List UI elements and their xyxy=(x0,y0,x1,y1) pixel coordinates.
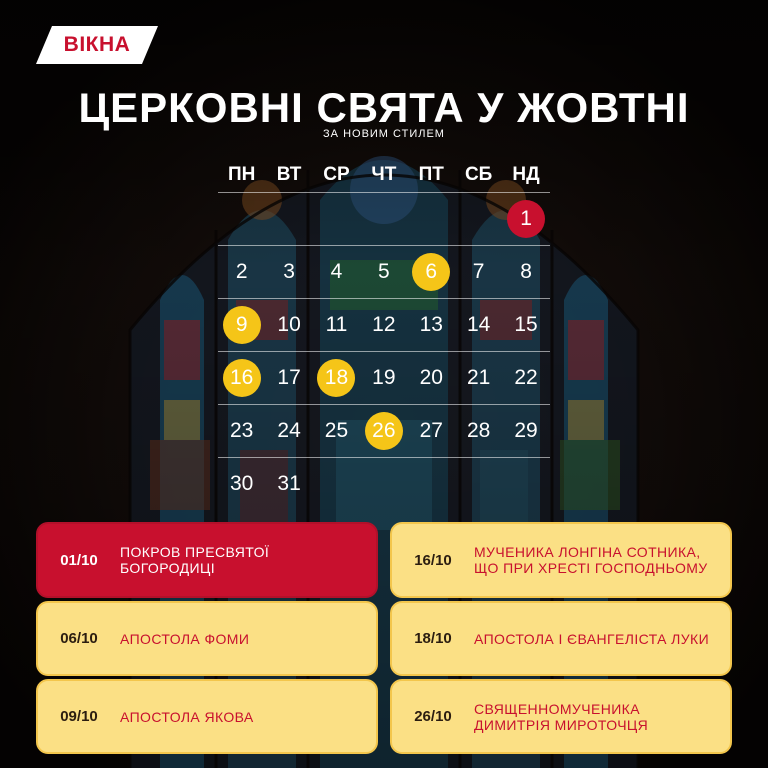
calendar-week-row xyxy=(218,351,550,404)
calendar-day[interactable]: 31 xyxy=(277,472,301,495)
holiday-card[interactable] xyxy=(390,522,732,598)
holiday-name: АПОСТОЛА ФОМИ xyxy=(120,630,250,647)
holiday-date: 06/10 xyxy=(60,630,98,647)
calendar-day-highlighted[interactable]: 26 xyxy=(365,412,403,450)
calendar-cell xyxy=(218,299,265,351)
holiday-date: 18/10 xyxy=(414,630,452,647)
calendar-day[interactable]: 15 xyxy=(514,313,538,336)
calendar-day[interactable]: 13 xyxy=(419,313,443,336)
calendar-cell xyxy=(502,352,549,404)
holiday-name: АПОСТОЛА І ЄВАНГЕЛІСТА ЛУКИ xyxy=(474,630,710,647)
calendar-day[interactable]: 2 xyxy=(235,260,248,283)
calendar-cell xyxy=(502,405,549,457)
calendar-day[interactable]: 23 xyxy=(230,419,254,442)
holiday-date: 16/10 xyxy=(414,551,452,569)
calendar-day-highlighted[interactable]: 1 xyxy=(507,200,545,238)
weekday-label: СБ xyxy=(464,164,493,185)
calendar-day[interactable]: 20 xyxy=(419,366,443,389)
calendar-cell xyxy=(502,458,549,510)
calendar-day[interactable]: 25 xyxy=(324,419,349,442)
calendar-cell xyxy=(265,405,312,457)
weekday-label: НД xyxy=(512,164,540,185)
holiday-card[interactable] xyxy=(390,601,732,676)
calendar-day[interactable]: 12 xyxy=(372,313,396,336)
calendar-cell xyxy=(265,458,312,510)
calendar-cell xyxy=(313,246,360,298)
calendar-day-highlighted[interactable]: 16 xyxy=(223,359,261,397)
calendar-week-row xyxy=(218,298,550,351)
calendar-day[interactable]: 28 xyxy=(466,419,491,442)
calendar-week-row xyxy=(218,404,550,457)
calendar-day[interactable]: 21 xyxy=(466,366,491,389)
holiday-card[interactable] xyxy=(36,679,378,754)
calendar-cell xyxy=(455,405,502,457)
calendar-day[interactable]: 11 xyxy=(325,313,348,336)
calendar-cell xyxy=(360,246,407,298)
holiday-date: 09/10 xyxy=(60,708,98,725)
calendar-week-row xyxy=(218,245,550,298)
calendar-cell xyxy=(455,352,502,404)
calendar-cell xyxy=(313,193,360,245)
calendar-day[interactable]: 3 xyxy=(283,260,295,283)
calendar-day[interactable]: 14 xyxy=(466,313,491,336)
calendar-cell xyxy=(218,458,265,510)
calendar-cell xyxy=(360,458,407,510)
holiday-name: МУЧЕНИКА ЛОНГІНА СОТНИКА, ЩО ПРИ ХРЕСТІ ГОСПОДНЬОМУ xyxy=(474,544,708,576)
calendar-cell xyxy=(502,193,549,245)
holiday-card[interactable] xyxy=(36,601,378,676)
calendar-cell xyxy=(408,246,455,298)
holiday-date: 26/10 xyxy=(414,708,452,725)
holiday-name: ПОКРОВ ПРЕСВЯТОЇ БОГОРОДИЦІ xyxy=(120,544,270,576)
calendar-day[interactable]: 4 xyxy=(330,260,343,283)
calendar-week-row xyxy=(218,457,550,510)
calendar-cell xyxy=(360,193,407,245)
holiday-name: СВЯЩЕННОМУЧЕНИКА ДИМИТРІЯ МИРОТОЧЦЯ xyxy=(474,700,649,733)
calendar-cell xyxy=(265,352,312,404)
calendar-cell xyxy=(265,193,312,245)
calendar-day[interactable]: 7 xyxy=(472,260,485,283)
calendar-cell xyxy=(408,299,455,351)
calendar-day[interactable]: 24 xyxy=(277,419,301,442)
calendar-cell xyxy=(313,352,360,404)
calendar-day[interactable]: 8 xyxy=(520,260,532,283)
calendar-cell xyxy=(408,193,455,245)
calendar-cell xyxy=(455,299,502,351)
calendar-cell xyxy=(218,246,265,298)
calendar-day[interactable]: 17 xyxy=(277,366,301,389)
calendar-cell xyxy=(265,299,312,351)
calendar-cell xyxy=(218,352,265,404)
calendar-cell xyxy=(360,299,407,351)
calendar-day[interactable]: 22 xyxy=(514,366,538,389)
holiday-card[interactable] xyxy=(36,522,378,598)
calendar-week-row xyxy=(218,192,550,245)
calendar-grid xyxy=(218,192,550,510)
logo-text: ВІКНА xyxy=(63,33,131,56)
calendar-cell xyxy=(502,246,549,298)
weekday-label: ПТ xyxy=(418,164,444,185)
calendar-day[interactable]: 5 xyxy=(378,260,390,283)
holiday-date: 01/10 xyxy=(60,551,98,569)
holiday-card[interactable] xyxy=(390,679,732,754)
calendar-day[interactable]: 30 xyxy=(230,472,254,495)
calendar-day-highlighted[interactable]: 9 xyxy=(223,306,261,344)
calendar-cell xyxy=(218,405,265,457)
calendar-day[interactable]: 10 xyxy=(277,313,301,336)
calendar-day[interactable]: 19 xyxy=(372,366,396,389)
calendar-cell xyxy=(408,405,455,457)
calendar-cell xyxy=(313,458,360,510)
calendar-cell xyxy=(455,458,502,510)
calendar-cell xyxy=(455,246,502,298)
weekday-label: ПН xyxy=(228,164,256,185)
calendar-cell xyxy=(408,458,455,510)
weekday-header xyxy=(218,158,550,192)
calendar-day-highlighted[interactable]: 6 xyxy=(412,253,450,291)
calendar-day-highlighted[interactable]: 18 xyxy=(317,359,355,397)
calendar-cell xyxy=(408,352,455,404)
calendar-cell xyxy=(218,193,265,245)
calendar-cell xyxy=(502,299,549,351)
calendar-cell xyxy=(455,193,502,245)
calendar-day[interactable]: 27 xyxy=(419,419,443,442)
calendar-cell xyxy=(265,246,312,298)
weekday-label: ВТ xyxy=(276,164,302,185)
calendar-cell xyxy=(360,352,407,404)
holiday-name: АПОСТОЛА ЯКОВА xyxy=(120,708,254,725)
brand-logo[interactable] xyxy=(36,26,158,64)
calendar-day[interactable]: 29 xyxy=(514,419,538,442)
weekday-label: СР xyxy=(323,164,350,185)
weekday-label: ЧТ xyxy=(371,164,397,185)
calendar xyxy=(218,158,550,510)
calendar-cell xyxy=(313,405,360,457)
calendar-cell xyxy=(360,405,407,457)
page-subtitle: ЗА НОВИМ СТИЛЕМ xyxy=(323,128,445,140)
page-title: ЦЕРКОВНІ СВЯТА У ЖОВТНІ xyxy=(78,84,690,131)
calendar-cell xyxy=(313,299,360,351)
